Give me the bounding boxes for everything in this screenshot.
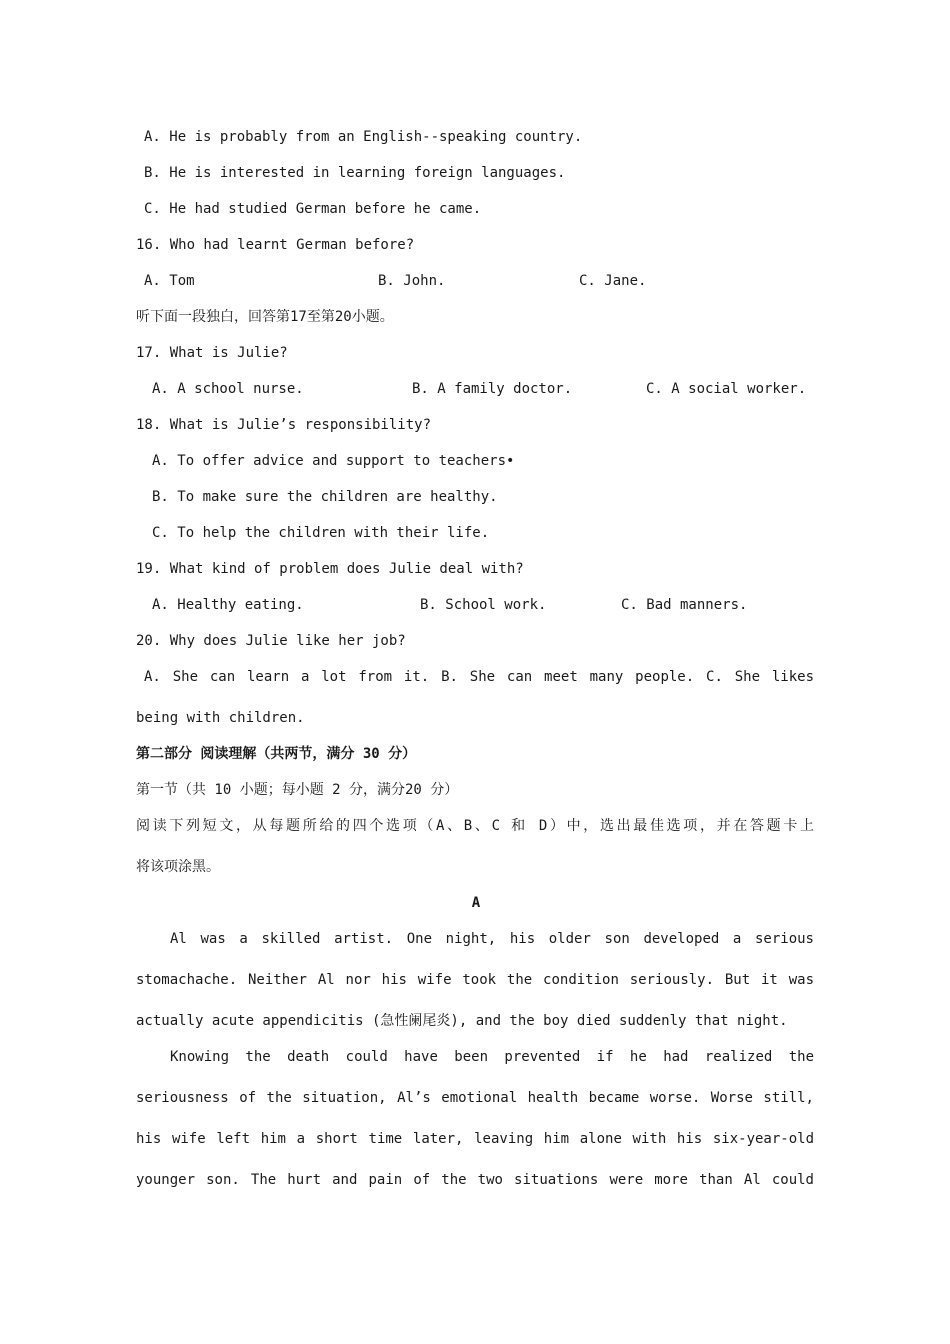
passage-a-p2-line2: seriousness of the situation, Al’s emotional health became worse. Worse still, bbox=[136, 1090, 814, 1106]
q20-question: 20. Why does Julie like her job? bbox=[136, 633, 406, 649]
q15-option-a: A. He is probably from an English--speaking country. bbox=[144, 129, 583, 145]
q19-option-c: C. Bad manners. bbox=[621, 597, 748, 613]
q19-question: 19. What kind of problem does Julie deal with? bbox=[136, 561, 524, 577]
passage-a-title: A bbox=[471, 895, 481, 911]
q17-option-c: C. A social worker. bbox=[646, 381, 807, 397]
q20-options-line2: being with children. bbox=[136, 710, 305, 726]
q18-question: 18. What is Julie’s responsibility? bbox=[136, 417, 432, 433]
q17-option-b: B. A family doctor. bbox=[412, 381, 573, 397]
q18-option-b: B. To make sure the children are healthy. bbox=[152, 489, 498, 505]
q19-option-a: A. Healthy eating. bbox=[152, 597, 304, 613]
q17-option-a: A. A school nurse. bbox=[152, 381, 304, 397]
passage-a-p2-line4: younger son. The hurt and pain of the two situations were more than Al could bbox=[136, 1172, 814, 1188]
part2-section1: 第一节（共 10 小题；每小题 2 分，满分20 分） bbox=[136, 782, 459, 798]
q18-option-a: A. To offer advice and support to teachers• bbox=[152, 453, 515, 469]
q16-option-b: B. John. bbox=[378, 273, 446, 289]
monologue-instruction: 听下面一段独白，回答第17至第20小题。 bbox=[136, 309, 394, 325]
part2-heading: 第二部分 阅读理解（共两节，满分 30 分） bbox=[136, 746, 417, 762]
passage-a-p1-line2: stomachache. Neither Al nor his wife took the condition seriously. But it was bbox=[136, 972, 814, 988]
q17-question: 17. What is Julie? bbox=[136, 345, 288, 361]
q20-options-line1: A. She can learn a lot from it. B. She can meet many people. C. She likes bbox=[144, 669, 814, 685]
q16-option-c: C. Jane. bbox=[579, 273, 647, 289]
q18-option-c: C. To help the children with their life. bbox=[152, 525, 490, 541]
part2-instruction-line1: 阅读下列短文，从每题所给的四个选项（A、B、C 和 D）中，选出最佳选项，并在答题卡上 bbox=[136, 818, 814, 834]
passage-a-p1-line1: Al was a skilled artist. One night, his older son developed a serious bbox=[170, 931, 814, 947]
part2-instruction-line2: 将该项涂黑。 bbox=[136, 859, 220, 875]
q16-question: 16. Who had learnt German before? bbox=[136, 237, 415, 253]
q19-option-b: B. School work. bbox=[420, 597, 547, 613]
passage-a-p2-line3: his wife left him a short time later, leaving him alone with his six-year-old bbox=[136, 1131, 814, 1147]
q15-option-b: B. He is interested in learning foreign languages. bbox=[144, 165, 566, 181]
q15-option-c: C. He had studied German before he came. bbox=[144, 201, 482, 217]
q16-option-a: A. Tom bbox=[144, 273, 195, 289]
passage-a-p1-line3: actually acute appendicitis (急性阑尾炎), and the boy died suddenly that night. bbox=[136, 1013, 788, 1029]
passage-a-p2-line1: Knowing the death could have been prevented if he had realized the bbox=[170, 1049, 814, 1065]
